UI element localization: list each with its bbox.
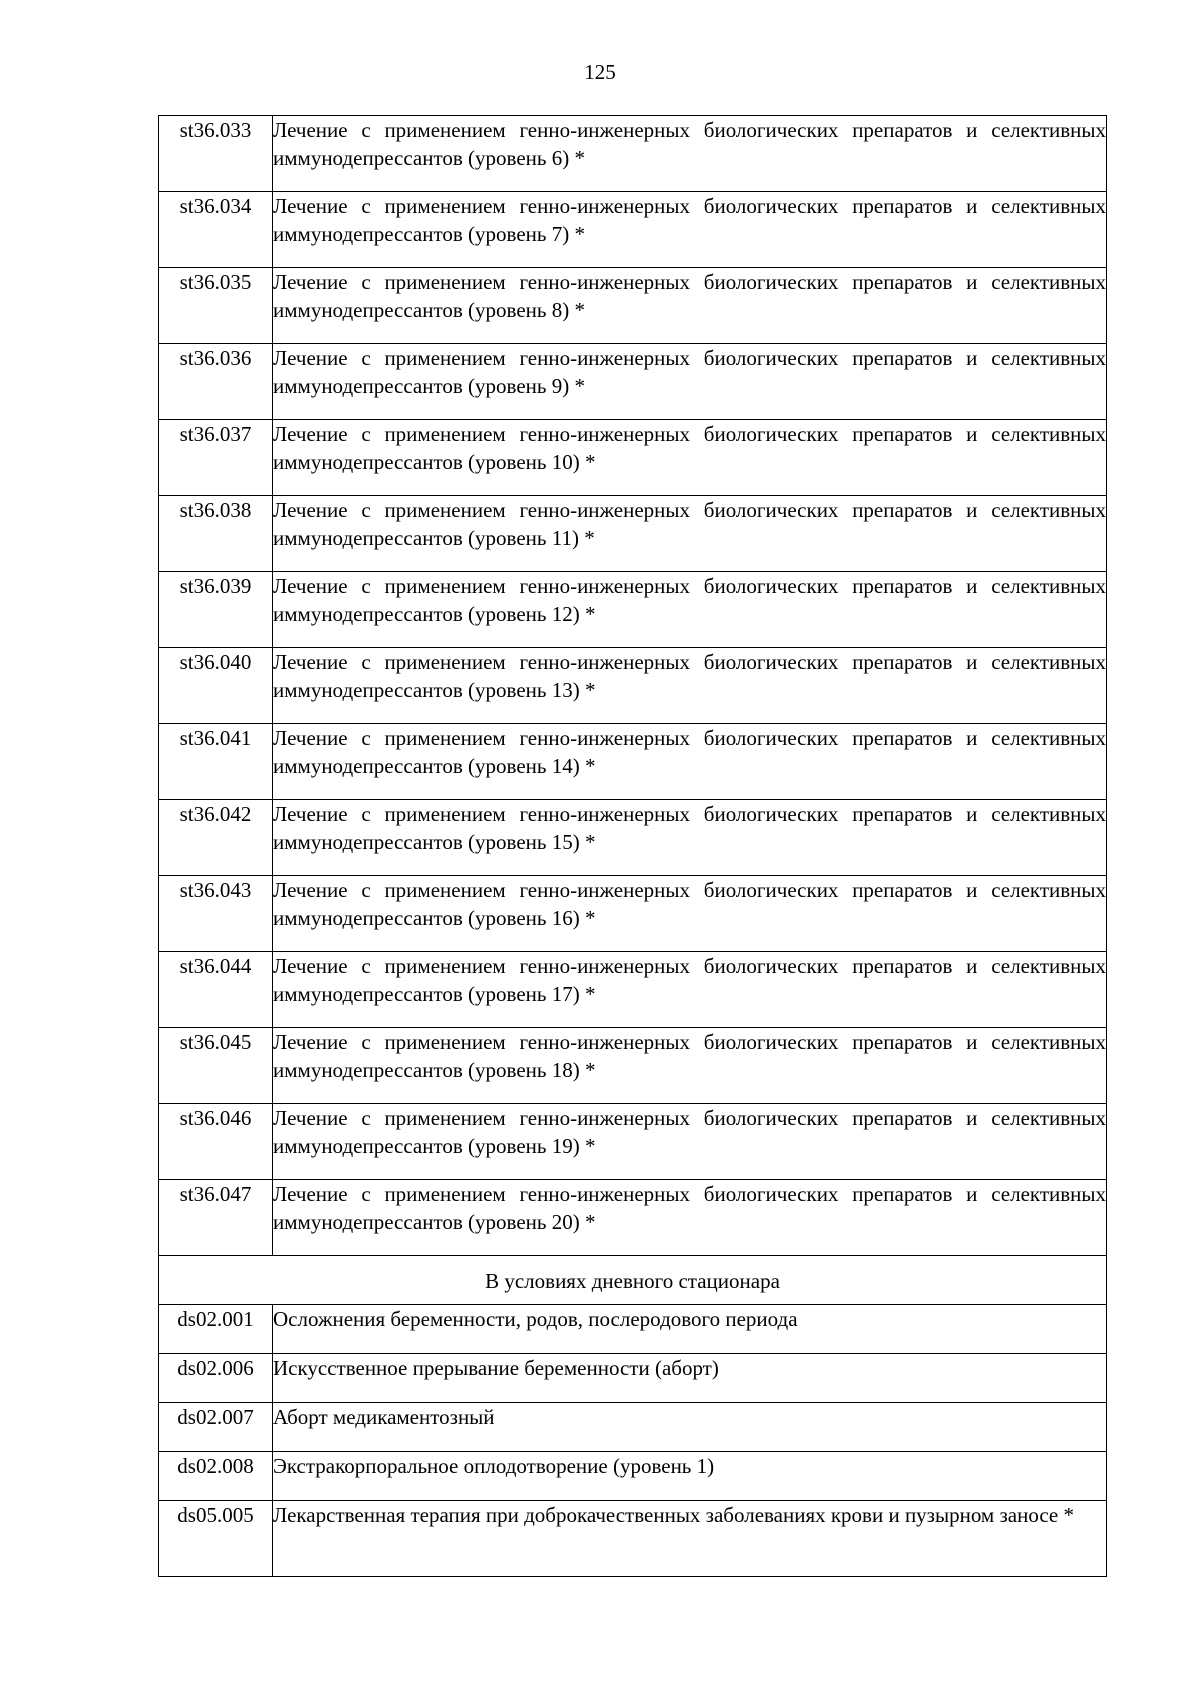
row-name: Лечение с применением генно-инженерных биологических препаратов и селективных иммунодепрессантов (уровень 17) *: [273, 952, 1107, 1028]
table-row: [159, 952, 1107, 1028]
row-code: st36.047: [159, 1180, 273, 1256]
table-row: [159, 1403, 1107, 1452]
row-name: Лечение с применением генно-инженерных биологических препаратов и селективных иммунодепрессантов (уровень 12) *: [273, 572, 1107, 648]
table-row: [159, 1180, 1107, 1256]
table-row: [159, 1452, 1107, 1501]
row-code: st36.038: [159, 496, 273, 572]
row-code: ds02.007: [159, 1403, 273, 1452]
row-code: ds02.008: [159, 1452, 273, 1501]
table-row: [159, 1028, 1107, 1104]
row-code: st36.042: [159, 800, 273, 876]
row-name: Лечение с применением генно-инженерных биологических препаратов и селективных иммунодепрессантов (уровень 20) *: [273, 1180, 1107, 1256]
row-name: Лечение с применением генно-инженерных биологических препаратов и селективных иммунодепрессантов (уровень 11) *: [273, 496, 1107, 572]
row-code: st36.044: [159, 952, 273, 1028]
table-row: [159, 344, 1107, 420]
row-name: Аборт медикаментозный: [273, 1403, 1107, 1452]
row-name: Лечение с применением генно-инженерных биологических препаратов и селективных иммунодепрессантов (уровень 16) *: [273, 876, 1107, 952]
row-code: ds05.005: [159, 1501, 273, 1577]
table-row: [159, 420, 1107, 496]
row-name: Лечение с применением генно-инженерных биологических препаратов и селективных иммунодепрессантов (уровень 14) *: [273, 724, 1107, 800]
table-row: [159, 192, 1107, 268]
row-code: st36.034: [159, 192, 273, 268]
row-code: ds02.006: [159, 1354, 273, 1403]
row-code: st36.045: [159, 1028, 273, 1104]
row-code: st36.033: [159, 116, 273, 192]
table-row: [159, 268, 1107, 344]
row-name: Лечение с применением генно-инженерных биологических препаратов и селективных иммунодепрессантов (уровень 15) *: [273, 800, 1107, 876]
table-row: [159, 648, 1107, 724]
table-row: [159, 800, 1107, 876]
row-code: st36.043: [159, 876, 273, 952]
row-name: Лечение с применением генно-инженерных биологических препаратов и селективных иммунодепрессантов (уровень 13) *: [273, 648, 1107, 724]
row-name: Лечение с применением генно-инженерных биологических препаратов и селективных иммунодепрессантов (уровень 9) *: [273, 344, 1107, 420]
row-code: st36.037: [159, 420, 273, 496]
row-code: ds02.001: [159, 1305, 273, 1354]
row-code: st36.036: [159, 344, 273, 420]
row-code: st36.046: [159, 1104, 273, 1180]
row-name: Лечение с применением генно-инженерных биологических препаратов и селективных иммунодепрессантов (уровень 18) *: [273, 1028, 1107, 1104]
row-code: st36.041: [159, 724, 273, 800]
page-number: 125: [584, 60, 616, 84]
table-row: [159, 1501, 1107, 1577]
row-name: Лечение с применением генно-инженерных биологических препаратов и селективных иммунодепрессантов (уровень 10) *: [273, 420, 1107, 496]
row-code: st36.039: [159, 572, 273, 648]
table-row: [159, 116, 1107, 192]
table-row: [159, 572, 1107, 648]
row-name: Экстракорпоральное оплодотворение (уровень 1): [273, 1452, 1107, 1501]
section-header-row: [159, 1256, 1107, 1305]
row-name: Искусственное прерывание беременности (аборт): [273, 1354, 1107, 1403]
row-name: Лечение с применением генно-инженерных биологических препаратов и селективных иммунодепрессантов (уровень 19) *: [273, 1104, 1107, 1180]
table-row: [159, 496, 1107, 572]
table-row: [159, 876, 1107, 952]
row-name: Осложнения беременности, родов, послеродового периода: [273, 1305, 1107, 1354]
section-title: В условиях дневного стационара: [159, 1256, 1107, 1305]
row-name: Лечение с применением генно-инженерных биологических препаратов и селективных иммунодепрессантов (уровень 6) *: [273, 116, 1107, 192]
table-row: [159, 724, 1107, 800]
row-name: Лечение с применением генно-инженерных биологических препаратов и селективных иммунодепрессантов (уровень 7) *: [273, 192, 1107, 268]
table-row: [159, 1104, 1107, 1180]
row-name: Лечение с применением генно-инженерных биологических препаратов и селективных иммунодепрессантов (уровень 8) *: [273, 268, 1107, 344]
row-code: st36.040: [159, 648, 273, 724]
table-row: [159, 1305, 1107, 1354]
table-row: [159, 1354, 1107, 1403]
code-table: [158, 115, 1107, 1577]
row-name: Лекарственная терапия при доброкачественных заболеваниях крови и пузырном заносе *: [273, 1501, 1107, 1577]
row-code: st36.035: [159, 268, 273, 344]
